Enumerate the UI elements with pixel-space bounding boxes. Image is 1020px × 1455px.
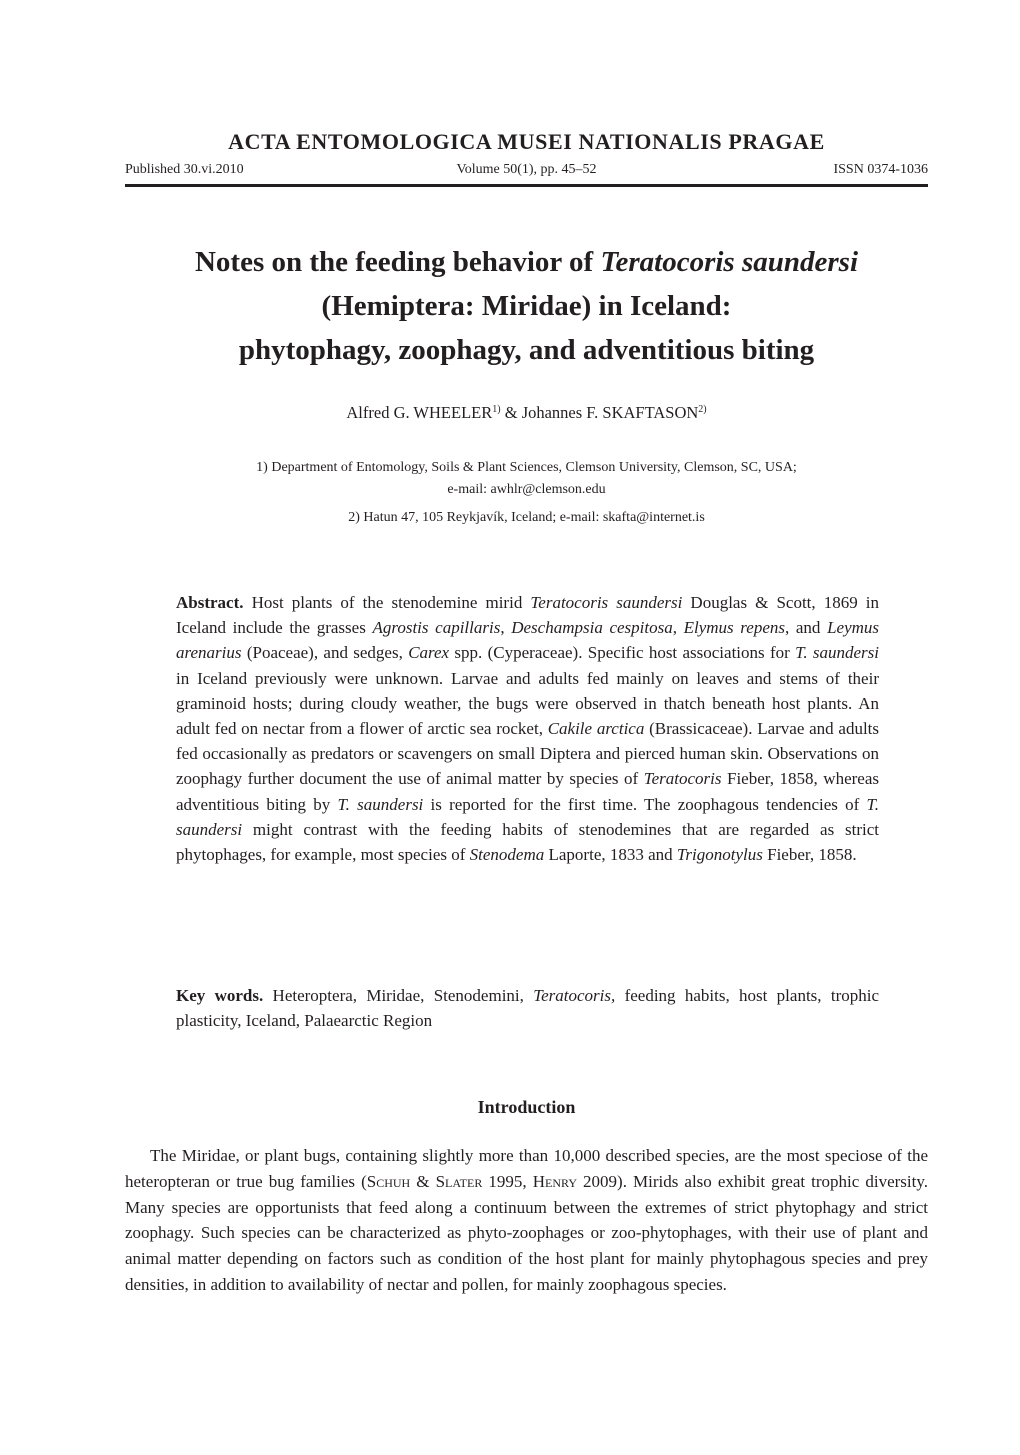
text-run: , and [785, 618, 828, 638]
author-1-marker: 1) [492, 404, 501, 415]
text-run: Host plants of the stenodemine mirid [243, 593, 531, 612]
text-run: Douglas & Scott, 1869 in Iceland include the grasses [176, 593, 879, 638]
journal-title: ACTA ENTOMOLOGICA MUSEI NATIONALIS PRAGAE [228, 129, 825, 154]
taxon-name: Carex [408, 643, 450, 663]
text-run: Heteroptera, Miridae, Stenodemini, [263, 986, 534, 1005]
text-run: spp. (Cyperaceae). Specific host associations for [449, 643, 796, 663]
author-2: Johannes F. SKAFTASON [521, 403, 699, 422]
taxon-name: T. saundersi [176, 794, 879, 839]
issn: ISSN 0374-1036 [833, 162, 928, 177]
text-run: is reported for the first time. The zoophagous tendencies of [423, 794, 867, 814]
text-run: (Poaceae), and sedges, [241, 643, 409, 663]
title-line-2: (Hemiptera: Miridae) in Iceland: [321, 290, 732, 322]
taxon-name: Cakile arctica [547, 719, 645, 739]
taxon-name: Teratocoris [643, 769, 722, 789]
abstract-body [176, 593, 879, 864]
text-run: & [410, 1171, 436, 1191]
text-run: (Brassicaceae). Larvae and adults fed occasionally as predators or scavengers on small Diptera and pierced human skin. Observations on zoophagy further document the use of animal matter by species of [176, 719, 880, 789]
keywords-label: Key words. [176, 986, 264, 1005]
title-species: Teratocoris saundersi [600, 246, 858, 278]
citation-author: Henry [532, 1171, 577, 1191]
affiliation-1-email[interactable]: e-mail: awhlr@clemson.edu [447, 482, 606, 497]
taxon-name: Deschampsia cespitosa [511, 618, 673, 638]
taxon-name: Teratocoris saundersi [530, 593, 683, 612]
keywords [176, 983, 879, 1033]
keywords-body [176, 986, 879, 1030]
text-run: feeding habits, host plants, trophic plasticity, Iceland, Palaearctic Region [176, 986, 879, 1031]
volume-info: Volume 50(1), pp. 45–52 [456, 162, 597, 177]
abstract [176, 590, 879, 867]
text-run: Fieber, 1858. [762, 845, 857, 865]
text-run: , [672, 618, 684, 638]
header-rule [125, 184, 928, 187]
text-run: 1995, [482, 1171, 533, 1191]
taxon-name: Elymus repens [683, 618, 785, 638]
text-run: The Miridae, or plant bugs, containing slightly more than 10,000 described species, are the most speciose of the heteropteran or true bug families ( [125, 1146, 928, 1191]
text-run: 2009). Mirids also exhibit great trophic diversity. Many species are opportunists that feed along a continuum between the extremes of strict phytophagy and strict zoophagy. Such species can be characterized as phyto-zoophages or zoo-phytophages, with their use of plant and animal matter depending on factors such as condition of the host plant for mainly phytophagous species and prey densities, in addition to availability of nectar and pollen, for mainly zoophagous species. [125, 1171, 928, 1294]
taxon-name: T. saundersi [337, 794, 424, 814]
affiliation-2: 2) Hatun 47, 105 Reykjavík, Iceland; e-mail: skafta@internet.is [348, 510, 705, 525]
text-run: in Iceland previously were unknown. Larvae and adults fed mainly on leaves and stems of their graminoid hosts; during cloudy weather, the bugs were observed in thatch beneath host plants. An adult fed on nectar from a flower of arctic sea rocket, [176, 668, 879, 739]
text-run: Laporte, 1833 and [544, 845, 677, 865]
text-run: , [500, 618, 512, 638]
text-run: might contrast with the feeding habits of stenodemines that are regarded as strict phytophages, for example, most species of [176, 819, 879, 865]
citation-author: Schuh [366, 1171, 411, 1191]
section-heading-introduction: Introduction [477, 1097, 576, 1117]
abstract-label: Abstract. [176, 593, 244, 612]
affiliation-1-address: 1) Department of Entomology, Soils & Plant Sciences, Clemson University, Clemson, SC, USA; [256, 460, 797, 475]
taxon-name: Agrostis capillaris [372, 618, 501, 638]
title-line-1 [125, 240, 928, 284]
taxon-name: Leymus arenarius [176, 618, 880, 663]
taxon-name: T. saundersi [795, 643, 880, 663]
published-date: Published 30.vi.2010 [125, 162, 244, 177]
publication-meta [125, 162, 928, 180]
title-line-3: phytophagy, zoophagy, and adventitious biting [238, 334, 815, 366]
affiliation-1 [125, 457, 928, 501]
author-separator: & [500, 403, 522, 422]
article-title [125, 240, 928, 372]
title-prefix: Notes on the feeding behavior of [194, 246, 601, 278]
text-run: Fieber, 1858, whereas adventitious biting by [176, 769, 879, 814]
taxon-name: Trigonotylus [676, 845, 763, 865]
author-1: Alfred G. WHEELER [346, 403, 493, 422]
taxon-name: Teratocoris, [533, 986, 616, 1005]
citation-author: Slater [435, 1171, 483, 1191]
authors [125, 403, 928, 423]
taxon-name: Stenodema [469, 845, 545, 865]
introduction-paragraph [125, 1143, 928, 1298]
author-2-marker: 2) [698, 404, 707, 415]
